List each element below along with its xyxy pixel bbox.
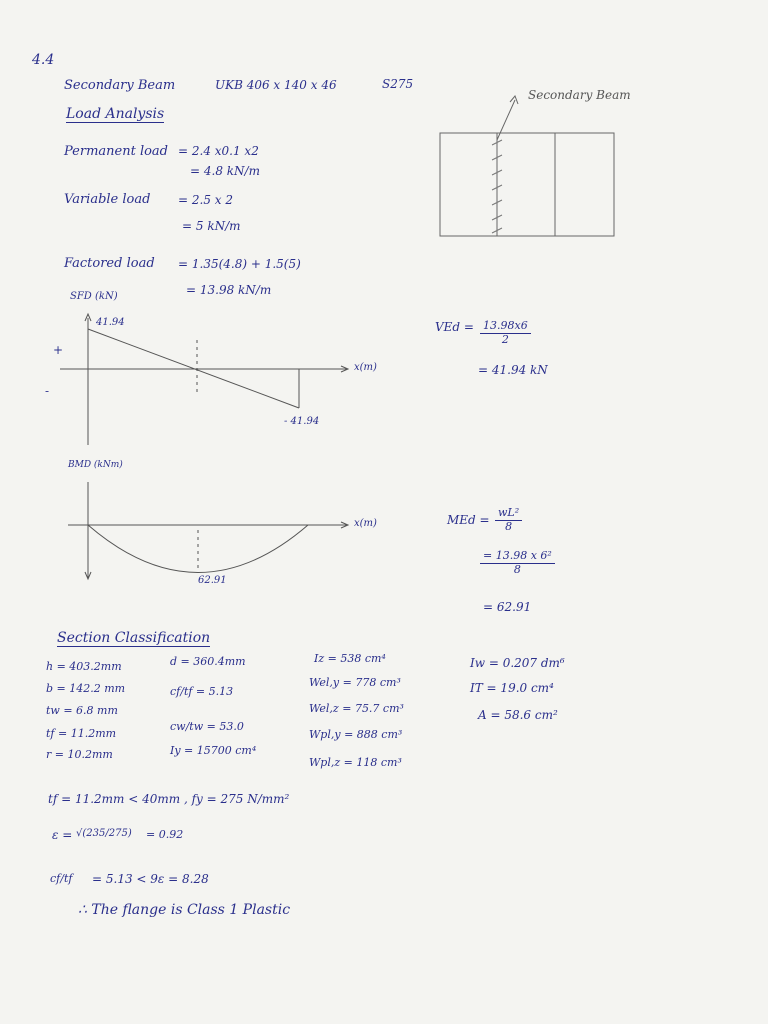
med-lhs: MEd = <box>447 513 490 527</box>
med-numerator-2: = 13.98 x 6² <box>480 550 555 564</box>
factored-load-eq: = 1.35(4.8) + 1.5(5) <box>178 257 301 271</box>
ved-denominator: 2 <box>501 332 509 346</box>
sketch-label: Secondary Beam <box>528 88 631 102</box>
med-denominator-2: 8 <box>513 562 521 576</box>
ved-numerator: 13.98x6 <box>480 320 531 334</box>
med-fraction-1 <box>495 507 522 533</box>
bmd-title: BMD (kNm) <box>68 460 123 470</box>
variable-load-result: = 5 kN/m <box>182 219 241 233</box>
prop-tw: tw = 6.8 mm <box>46 704 118 717</box>
prop-iy: Iy = 15700 cm⁴ <box>170 744 257 757</box>
bmd-diagram <box>68 482 348 579</box>
thickness-check: tf = 11.2mm < 40mm , fy = 275 N/mm² <box>48 792 290 806</box>
permanent-load-label: Permanent load <box>64 144 168 159</box>
med-denominator-1: 8 <box>505 519 513 533</box>
prop-it: IT = 19.0 cm⁴ <box>470 681 554 695</box>
plan-sketch <box>440 96 614 236</box>
member-title: Secondary Beam <box>64 78 176 93</box>
ved-lhs: VEd = <box>435 320 474 334</box>
epsilon-result: = 0.92 <box>146 828 184 841</box>
prop-cw-tw: cw/tw = 53.0 <box>170 720 244 733</box>
prop-wel-y: Wel,y = 778 cm³ <box>309 676 401 689</box>
prop-area: A = 58.6 cm² <box>478 708 558 722</box>
prop-wel-z: Wel,z = 75.7 cm³ <box>309 702 404 715</box>
section-classification-heading: Section Classification <box>57 630 211 646</box>
med-result: = 62.91 <box>483 600 532 614</box>
steel-grade: S275 <box>382 77 414 91</box>
ved-fraction <box>480 320 531 346</box>
prop-wpl-y: Wpl,y = 888 cm³ <box>309 728 403 741</box>
factored-load-result: = 13.98 kN/m <box>186 283 272 297</box>
prop-h: h = 403.2mm <box>46 660 122 673</box>
sfd-min-label: - 41.94 <box>284 416 320 427</box>
epsilon-root: √(235/275) <box>76 828 132 839</box>
flange-conclusion: ∴ The flange is Class 1 Plastic <box>78 902 291 918</box>
sfd-minus-sign: - <box>45 384 50 398</box>
sfd-axis-label: x(m) <box>354 362 377 373</box>
prop-b: b = 142.2 mm <box>46 682 126 695</box>
factored-load-label: Factored load <box>64 256 155 271</box>
prop-iw: Iw = 0.207 dm⁶ <box>470 656 565 670</box>
bmd-max-label: 62.91 <box>198 575 227 586</box>
prop-cf-tf: cf/tf = 5.13 <box>170 685 234 698</box>
ratio-lhs: cf/tf <box>50 872 73 885</box>
variable-load-label: Variable load <box>64 192 151 207</box>
permanent-load-result: = 4.8 kN/m <box>190 164 260 178</box>
sfd-plus-sign: + <box>53 343 64 357</box>
ratio-check: = 5.13 < 9ε = 8.28 <box>92 872 209 886</box>
section-designation: UKB 406 x 140 x 46 <box>215 78 337 92</box>
prop-tf: tf = 11.2mm <box>46 727 117 740</box>
med-numerator-1: wL² <box>495 507 522 521</box>
prop-d: d = 360.4mm <box>170 655 246 668</box>
prop-wpl-z: Wpl,z = 118 cm³ <box>309 756 402 769</box>
ved-result: = 41.94 kN <box>478 363 548 377</box>
permanent-load-eq: = 2.4 x0.1 x2 <box>178 144 259 158</box>
load-analysis-heading: Load Analysis <box>66 106 165 122</box>
prop-iz: Iz = 538 cm⁴ <box>314 652 386 665</box>
sfd-max-label: 41.94 <box>96 317 125 328</box>
question-number: 4.4 <box>32 52 55 68</box>
bmd-axis-label: x(m) <box>354 518 377 529</box>
sfd-title: SFD (kN) <box>70 291 118 302</box>
variable-load-eq: = 2.5 x 2 <box>178 193 233 207</box>
prop-r: r = 10.2mm <box>46 748 113 761</box>
epsilon-lhs: ε = <box>52 828 73 842</box>
med-fraction-2 <box>480 550 555 576</box>
